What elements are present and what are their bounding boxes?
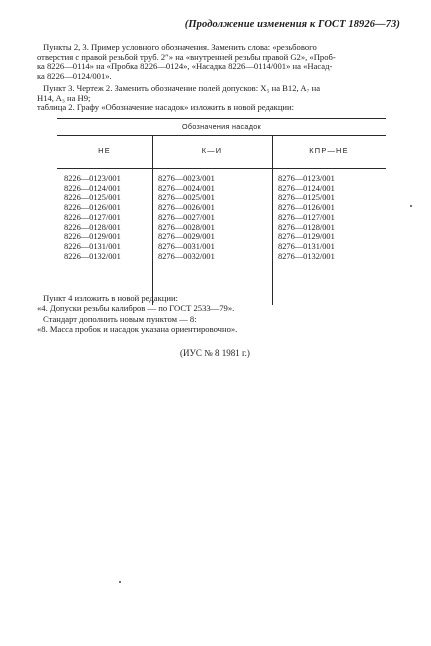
table-cell: 8226—0124/001	[64, 183, 121, 193]
table-cell: 8276—0125/001	[278, 193, 335, 203]
column-divider	[152, 135, 153, 305]
table-cell: 8226—0127/001	[64, 212, 121, 222]
text-line: таблица 2. Графу «Обозначение насадок» изложить в новой редакции:	[37, 102, 294, 113]
text-line: «4. Допуски резьбы калибров — по ГОСТ 2533—79».	[37, 303, 235, 314]
table-header-rule	[57, 168, 386, 169]
text-line: «8. Масса пробок и насадок указана ориентировочно».	[37, 323, 238, 334]
column-header-ne: НЕ	[98, 146, 111, 155]
table-cell: 8276—0127/001	[278, 212, 335, 222]
table-cell: 8226—0123/001	[64, 174, 121, 183]
nozzle-designation-table	[57, 118, 386, 308]
table-caption: Обозначения насадок	[182, 122, 261, 131]
table-cell: 8276—0129/001	[278, 232, 335, 242]
column-divider	[272, 135, 273, 305]
table-cell: 8276—0123/001	[278, 174, 335, 183]
paragraph-point-3	[37, 84, 399, 113]
text-line: ка 8226—0114» на «Пробка 8226—0124», «Насадка 8226—0114/001» на «Насад-	[37, 61, 333, 72]
table-cell: 8226—0129/001	[64, 232, 121, 242]
column-header-k-i: К—И	[201, 146, 223, 155]
table-top-rule	[57, 118, 386, 119]
page-header: (Продолжение изменения к ГОСТ 18926—73)	[184, 19, 400, 30]
paragraph-points-2-3	[37, 43, 399, 81]
column-kpr-ne-values	[278, 174, 335, 261]
table-cell: 8226—0131/001	[64, 241, 121, 251]
table-cell: 8276—0024/001	[158, 183, 215, 193]
text-line: ка 8226—0124/001».	[37, 70, 112, 81]
text-line: H14, A₃ на H9;	[37, 92, 91, 103]
table-cell: 8276—0028/001	[158, 222, 215, 232]
table-cell: 8276—0126/001	[278, 203, 335, 213]
text-line: Пункт 3. Чертеж 2. Заменить обозначение полей допусков: X₅ на B12, A₇ на	[43, 83, 321, 93]
text-line: Пункт 4 изложить в новой редакции:	[43, 293, 178, 303]
ius-reference: (ИУС № 8 1981 г.)	[180, 348, 250, 358]
column-k-i-values	[158, 174, 215, 261]
table-cell: 8226—0132/001	[64, 251, 121, 261]
table-cell: 8276—0031/001	[158, 241, 215, 251]
table-cell: 8276—0128/001	[278, 222, 335, 232]
table-cell: 8276—0027/001	[158, 212, 215, 222]
paragraph-point-4	[37, 293, 237, 334]
scan-speck	[410, 205, 412, 207]
scan-speck	[119, 581, 121, 583]
table-caption-rule	[57, 135, 386, 136]
column-header-kpr-ne: КПР—НЕ	[309, 146, 349, 155]
text-line: отверстия с правой резьбой труб. 2″» на «внутренней резьбы правой G2», «Проб-	[37, 51, 336, 62]
table-cell: 8226—0128/001	[64, 222, 121, 232]
table-cell: 8276—0131/001	[278, 241, 335, 251]
table-cell: 8276—0025/001	[158, 193, 215, 203]
table-cell: 8276—0124/001	[278, 183, 335, 193]
table-cell: 8276—0132/001	[278, 251, 335, 261]
text-line: Стандарт дополнить новым пунктом — 8:	[43, 313, 197, 324]
table-cell: 8276—0023/001	[158, 174, 215, 183]
text-line: Пункты 2, 3. Пример условного обозначения. Заменить слова: «резьбового	[43, 42, 317, 52]
table-cell: 8226—0125/001	[64, 193, 121, 203]
column-ne-values	[64, 174, 121, 261]
table-cell: 8226—0126/001	[64, 203, 121, 213]
table-cell: 8276—0029/001	[158, 232, 215, 242]
table-cell: 8276—0026/001	[158, 203, 215, 213]
table-cell: 8276—0032/001	[158, 251, 215, 261]
